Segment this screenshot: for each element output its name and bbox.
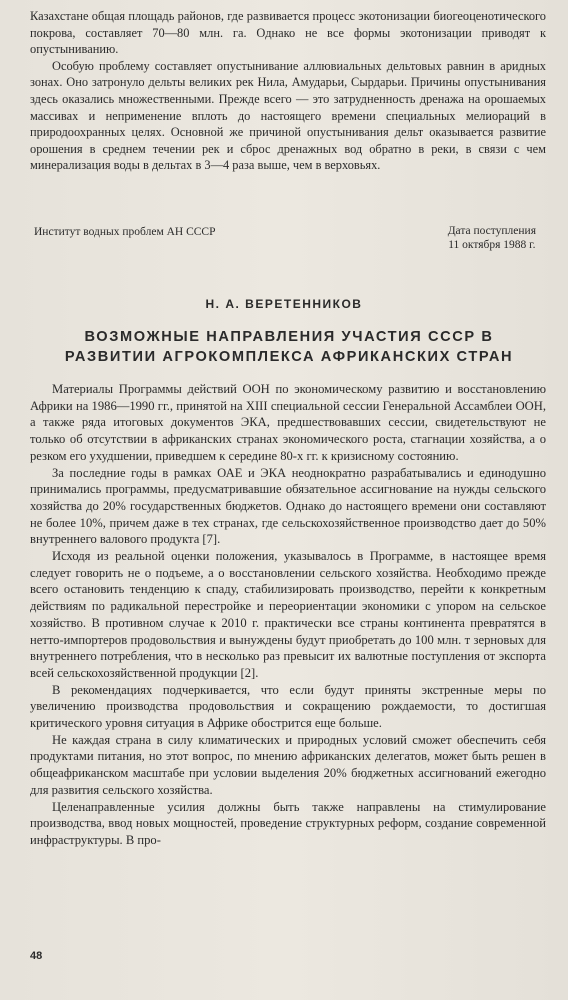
paragraph: Не каждая страна в силу климатических и природных условий сможет обеспечить себя продуктами питания, но этот вопрос, по мнению африканских делегатов, может быть решен в общеафриканском масштабе при условии выделения 20% бюджетных ассигнований ежегодно для развития сельского хозяйства. [30, 732, 546, 797]
previous-article-ending [30, 8, 546, 174]
paragraph: За последние годы в рамках ОАЕ и ЭКА неоднократно разрабатывались и единодушно принимались программы, предусматривавшие обязательное ассигнование на нужды сельского хозяйства до 20% государственных бюджетов. Однако до настоящего времени они составляют не более 10%, причем даже в тех странах, где сельскохозяйственное производство дает до 50% внутреннего валового продукта [7]. [30, 465, 546, 547]
paragraph: Исходя из реальной оценки положения, указывалось в Программе, в настоящее время следует говорить не о подъеме, а о восстановлении сельского хозяйства. Необходимо прежде всего остановить тенденцию к спаду, стабилизировать производство, перейти к конкретным действиям по радикальной перестройке и переориентации экономики с упором на сельское хозяйство. В противном случае к 2010 г. практически все страны континента превратятся в нетто-импортеров продовольствия и вынуждены будут приобретать до 100 млн. т зерновых для внутреннего потребления, что в несколько раз превысит их валютные поступления от экспорта всей сельскохозяйственной продукции [2]. [30, 549, 546, 680]
page-number: 48 [30, 950, 43, 962]
date-value: 11 октября 1988 г. [448, 239, 536, 251]
receipt-date [448, 224, 536, 252]
article-title [40, 327, 538, 367]
author-name: Н. А. ВЕРЕТЕННИКОВ [205, 297, 363, 311]
institution-name: Институт водных проблем АН СССР [34, 226, 216, 238]
title-line: РАЗВИТИИ АГРОКОМПЛЕКСА АФРИКАНСКИХ СТРАН [64, 349, 514, 365]
paragraph: Материалы Программы действий ООН по экономическому развитию и восстановлению Африки на 1986—1990 гг., принятой на XIII специальной сессии Генеральной Ассамблеи ООН, а также ряда итоговых документов ЭКА, предшествовавших сессии, свидетельствуют не только об отсутствии в африканских странах экономического роста, стагнации хозяйства, а о резком его ухудшении, приведшем к середине 80-х гг. к кризисному состоянию. [30, 382, 546, 463]
paragraph: Особую проблему составляет опустынивание аллювиальных дельтовых равнин в аридных зонах. Оно затронуло дельты великих рек Нила, Амударьи, Сырдарьи. Причины опустынивания здесь оказались множественными. Прежде всего — это затрудненность дренажа на орошаемых массивах и неприменение вплоть до настоящего времени специальных мелиораций в природоохранных целях. Основной же причиной опустынивания дельт оказывается развитие орошения в среднем течении рек и сброс дренажных вод обратно в реки, в связи с чем минерализация воды в дельтах в 3—4 раза выше, чем в верховьях. [30, 58, 546, 173]
article-signature [30, 224, 546, 256]
paragraph: Казахстане общая площадь районов, где развивается процесс экотонизации биогеоценотического покрова, составляет 70—80 млн. га. Однако не все формы экотонизации приводят к опустыниванию. [30, 9, 546, 57]
paragraph: В рекомендациях подчеркивается, что если будут приняты экстренные меры по увеличению производства продовольствия и сокращению рождаемости, то достигшая критического уровня ситуация в Африке обострится еще больше. [30, 682, 546, 731]
date-label: Дата поступления [447, 225, 536, 237]
title-line: ВОЗМОЖНЫЕ НАПРАВЛЕНИЯ УЧАСТИЯ СССР В [84, 329, 494, 345]
paragraph: Целенаправленные усилия должны быть также направлены на стимулирование производства, ввод новых мощностей, проведение структурных реформ, создание современной инфраструктуры. В про- [30, 799, 546, 847]
article-body [30, 381, 546, 849]
